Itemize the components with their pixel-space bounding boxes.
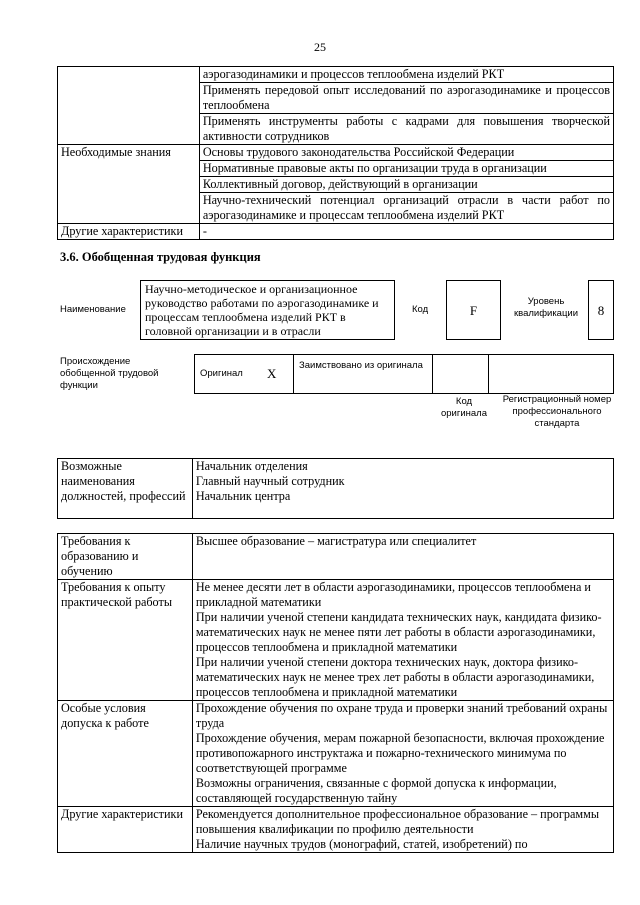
knowledge-label: Необходимые знания (58, 145, 200, 224)
position-item: Начальник отделения (195, 459, 308, 473)
original-mark: X (267, 366, 277, 381)
experience-item: Не менее десяти лет в области аэрогазодинамики, процессов теплообмена и прикладной математики (195, 580, 591, 609)
other-item: - (199, 224, 613, 240)
original-box (194, 354, 294, 394)
admission-item: Прохождение обучения, мерам пожарной безопасности, включая прохождение противопожарного инструктажа и пожарно-технического минимума по соответствующей программе (195, 731, 605, 775)
level-box (588, 280, 614, 340)
code-value: F (469, 303, 478, 318)
reg-number-caption: Регистрационный номер профессионального стандарта (502, 394, 612, 429)
code-label: Код (412, 304, 429, 315)
code-box (446, 280, 501, 340)
origin-label: Происхождение обобщенной трудовой функции (60, 356, 159, 391)
original-label: Оригинал (200, 368, 243, 379)
other-characteristics-item: Наличие научных трудов (монографий, статей, изобретений) по (195, 837, 528, 851)
reg-number-box (488, 354, 614, 394)
top-row-label (58, 67, 200, 145)
origin-code-caption: Код оригинала (440, 396, 487, 419)
positions-table (57, 458, 614, 519)
name-box (140, 280, 395, 340)
top-item: Применять инструменты работы с кадрами для повышения творческой активности сотрудников (199, 114, 613, 145)
origin-code-box (432, 354, 489, 394)
requirements-table (57, 533, 614, 853)
borrowed-label: Заимствовано из оригинала (299, 360, 423, 371)
admission-item: Возможны ограничения, связанные с формой допуска к информации, составляющей государственную тайну (195, 776, 557, 805)
section-title: 3.6. Обобщенная трудовая функция (60, 250, 261, 264)
other-characteristics-item: Рекомендуется дополнительное профессиональное образование – программы повышения квалификации по профилю деятельности (195, 807, 600, 836)
other-characteristics-label: Другие характеристики (58, 807, 193, 853)
top-item: аэрогазодинамики и процессов теплообмена изделий РКТ (199, 67, 613, 83)
positions-label: Возможные наименования должностей, профессий (58, 459, 193, 519)
knowledge-item: Научно-технический потенциал организаций отрасли в части работ по аэрогазодинамике и процессам теплообмена изделий РКТ (199, 193, 613, 224)
name-label: Наименование (60, 304, 126, 315)
function-name: Научно-методическое и организационное руководство работами по аэрогазодинамике и процессам теплообмена изделий РКТ в головной организации и в отрасли (145, 282, 379, 338)
experience-label: Требования к опыту практической работы (58, 580, 193, 701)
level-label: Уровень квалификации (513, 296, 579, 319)
other-label: Другие характеристики (58, 224, 200, 240)
top-table (57, 66, 614, 240)
position-item: Главный научный сотрудник (195, 474, 345, 488)
experience-item: При наличии ученой степени кандидата технических наук, кандидата физико-математических наук не менее пяти лет работы в области аэрогазодинамики, процессов теплообмена и прикладной математики (195, 610, 602, 654)
knowledge-item: Основы трудового законодательства Российской Федерации (199, 145, 613, 161)
borrowed-box (293, 354, 433, 394)
admission-label: Особые условия допуска к работе (58, 701, 193, 807)
knowledge-item: Нормативные правовые акты по организации труда в организации (199, 161, 613, 177)
knowledge-item: Коллективный договор, действующий в организации (199, 177, 613, 193)
experience-item: При наличии ученой степени доктора технических наук, доктора физико-математических наук не менее трех лет работы в области аэрогазодинамики, процессов теплообмена и прикладной математики (195, 655, 595, 699)
education-label: Требования к образованию и обучению (58, 534, 193, 580)
top-item: Применять передовой опыт исследований по аэрогазодинамике и процессов теплообмена (199, 83, 613, 114)
admission-item: Прохождение обучения по охране труда и проверки знаний требований охраны труда (195, 701, 608, 730)
education-item: Высшее образование – магистратура или специалитет (192, 534, 613, 580)
page-number: 25 (314, 40, 326, 54)
position-item: Начальник центра (195, 489, 291, 503)
level-value: 8 (597, 303, 605, 318)
